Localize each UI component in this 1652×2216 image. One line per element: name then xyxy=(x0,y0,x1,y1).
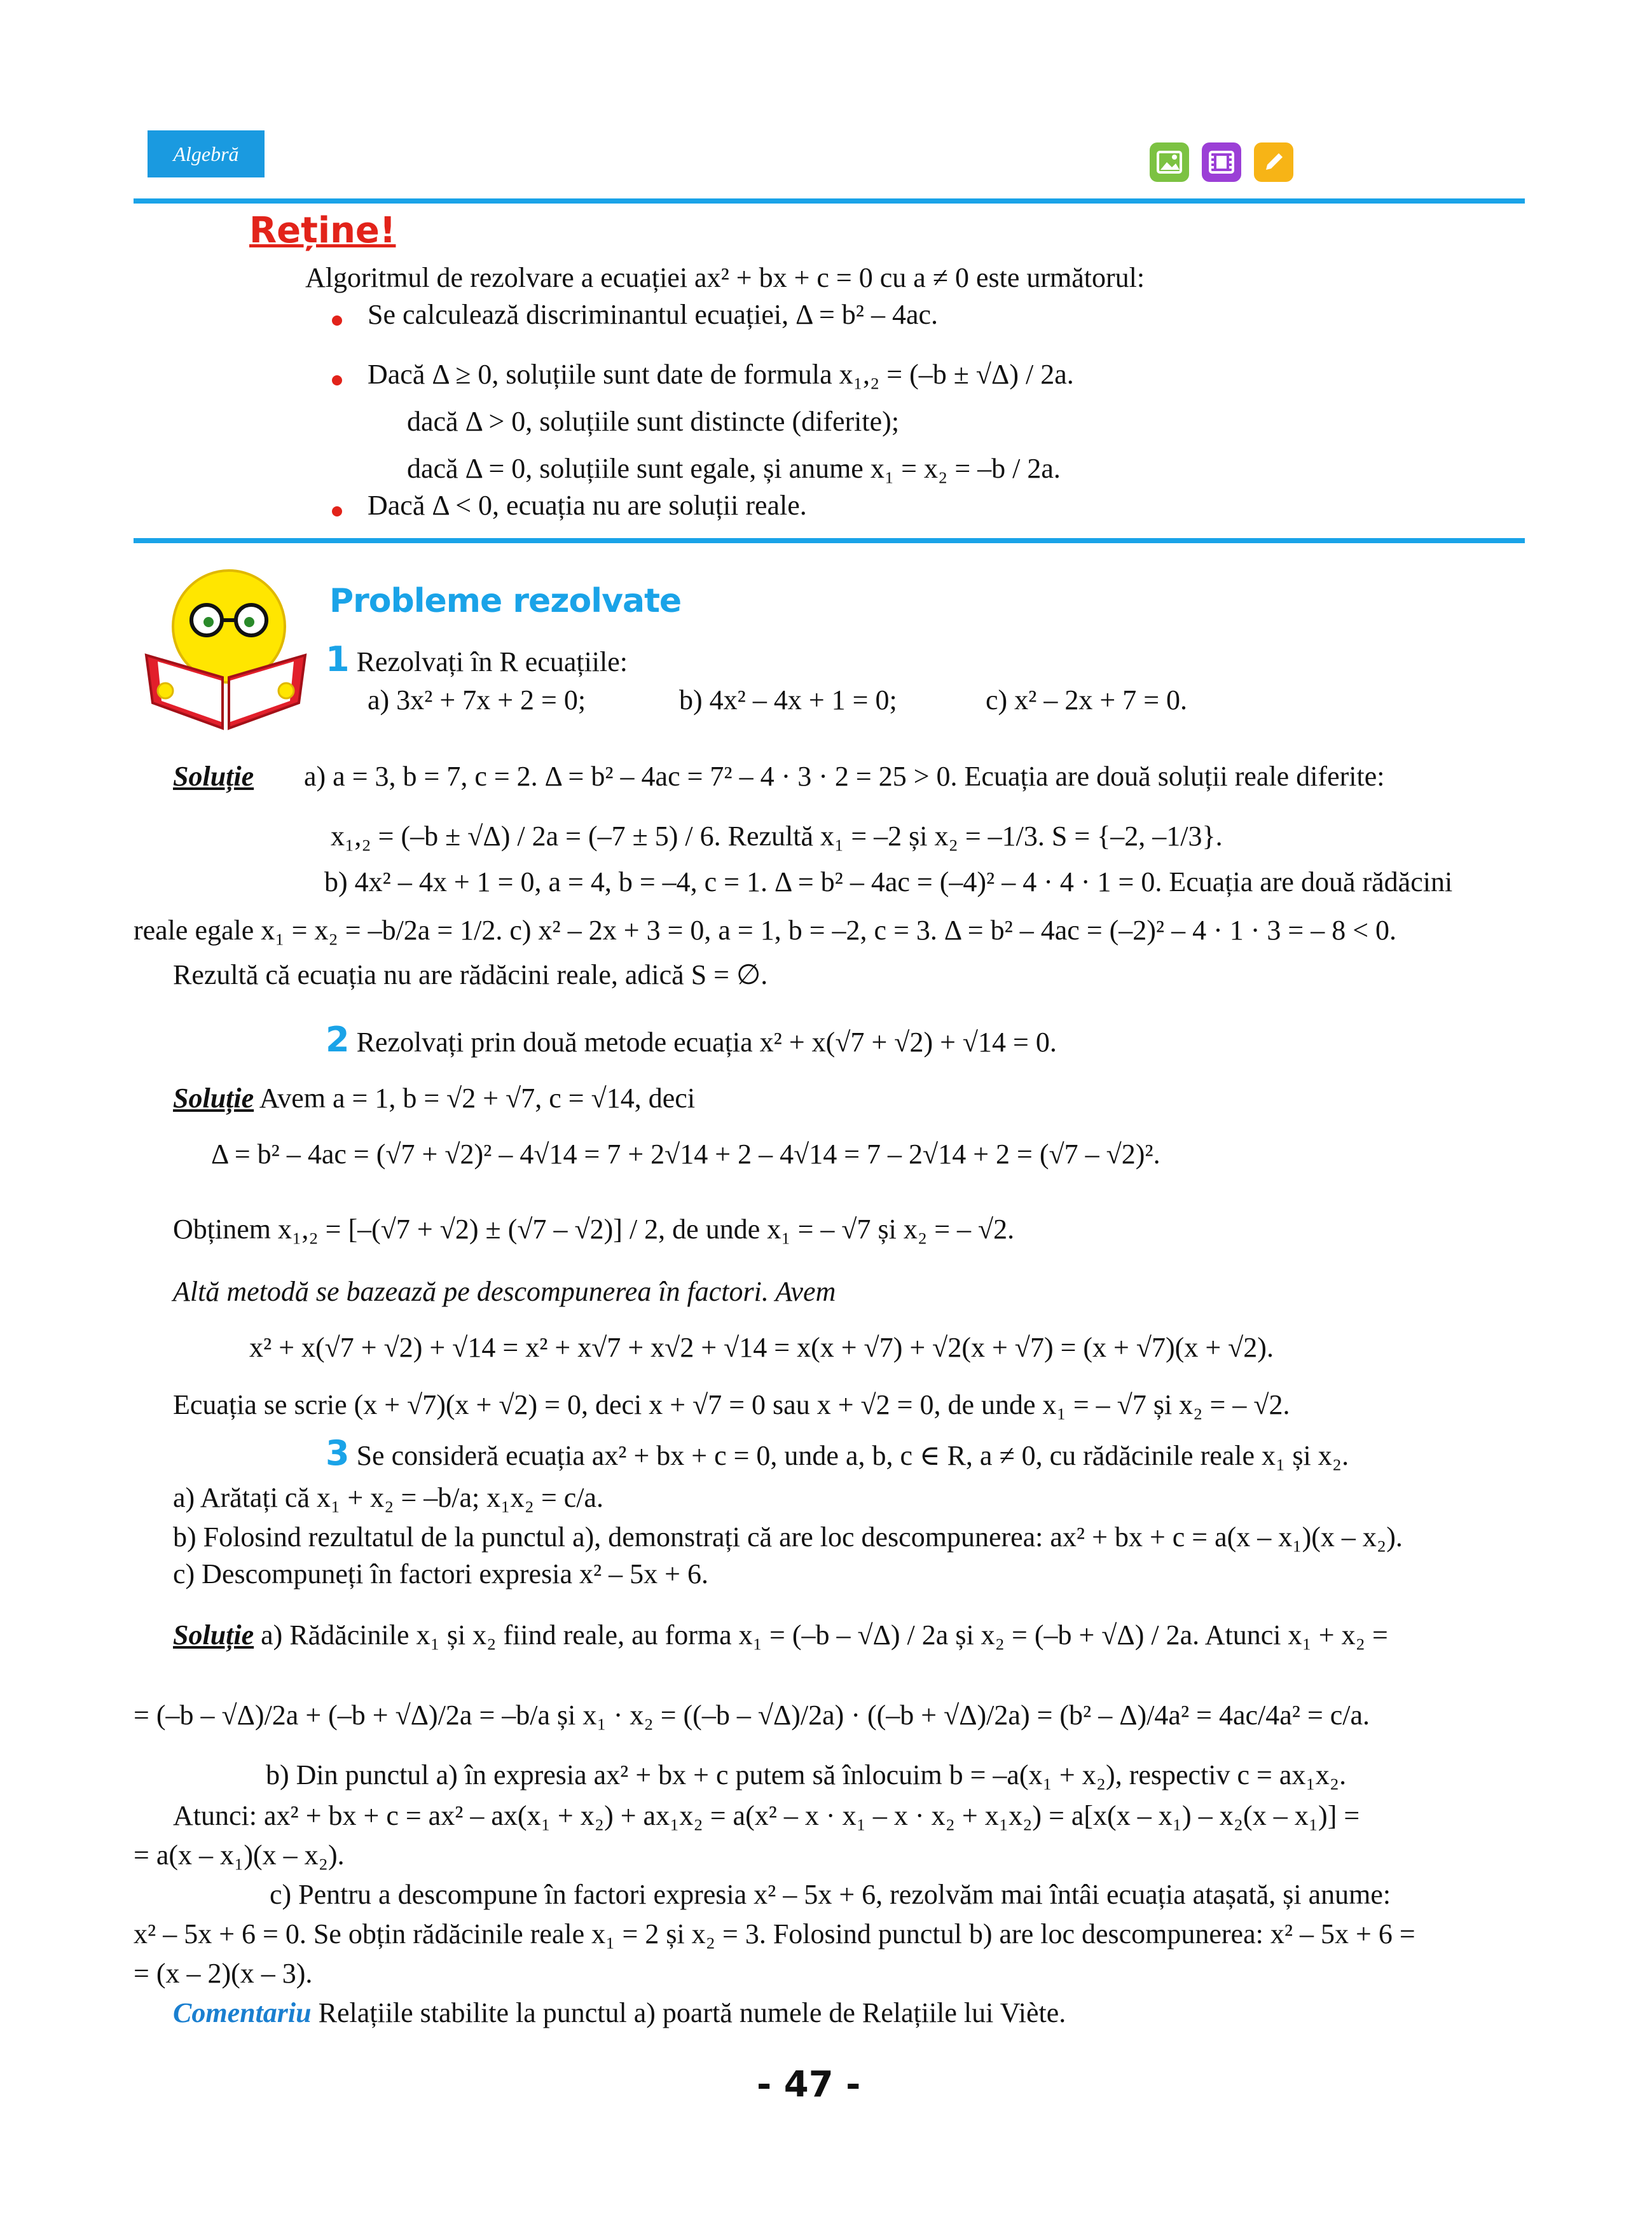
retine-title: Reține! xyxy=(249,210,396,251)
p3-item-c: c) Descompuneți în factori expresia x² – 5x + 6. xyxy=(173,1558,708,1589)
image-icon[interactable] xyxy=(1150,142,1189,182)
p3-sol-line: = a(x – x₁)(x – x₂). xyxy=(134,1839,345,1871)
film-icon[interactable] xyxy=(1202,142,1241,182)
p2-text: Rezolvați prin două metode ecuația x² + x(√7 + √2) + √14 = 0. xyxy=(356,1027,1057,1058)
p3-item-b: b) Folosind rezultatul de la punctul a), demonstrați că are loc descompunerea: ax² + bx + c = a(x – x₁)(x – x₂). xyxy=(173,1521,1403,1553)
pencil-icon[interactable] xyxy=(1254,142,1293,182)
p1-statement xyxy=(326,640,628,679)
p3-solution-label: Soluție xyxy=(173,1619,254,1651)
p3-sol-line: Atunci: ax² + bx + c = ax² – ax(x₁ + x₂) + ax₁x₂ = a(x² – x · x₁ – x · x₂ + x₁x₂) = a[x(x – x₁) – x₂(x – x₁)] = xyxy=(173,1800,1360,1831)
p3-sol-line: = (–b – √Δ)/2a + (–b + √Δ)/2a = –b/a și x₁ · x₂ = ((–b – √Δ)/2a) · ((–b + √Δ)/2a) = (b² – Δ)/4a² = 4ac/4a² = c/a. xyxy=(134,1700,1370,1731)
probleme-title: Probleme rezolvate xyxy=(329,582,682,620)
retine-step-3: Dacă Δ < 0, ecuația nu are soluții reale. xyxy=(368,490,807,521)
p1-sol-line: reale egale x₁ = x₂ = –b/2a = 1/2. c) x² – 2x + 3 = 0, a = 1, b = –2, c = 3. Δ = b² – 4ac = (–2)² – 4 · 1 · 3 = – 8 < 0. xyxy=(134,915,1397,946)
retine-step-2: Dacă Δ ≥ 0, soluțiile sunt date de formula x₁,₂ = (–b ± √Δ) / 2a. xyxy=(368,359,1074,390)
p2-sol-line xyxy=(173,1276,836,1308)
p1-sol-line: x₁,₂ = (–b ± √Δ) / 2a = (–7 ± 5) / 6. Rezultă x₁ = –2 și x₂ = –1/3. S = {–2, –1/3}. xyxy=(331,821,1223,852)
p3-number: 3 xyxy=(326,1433,350,1473)
p2-sol-line: Obținem x₁,₂ = [–(√7 + √2) ± (√7 – √2)] / 2, de unde x₁ = – √7 și x₂ = – √2. xyxy=(173,1214,1015,1245)
p3-sol-line: c) Pentru a descompune în factori expresia x² – 5x + 6, rezolvăm mai întâi ecuația atașată, și anume: xyxy=(270,1879,1391,1910)
p2-sol-line: Avem a = 1, b = √2 + √7, c = √14, deci xyxy=(259,1083,696,1114)
p2-sol-first xyxy=(173,1083,695,1115)
p2-sol-text: Altă metodă se bazează pe descompunerea în factori. Avem xyxy=(173,1276,836,1307)
comment-label: Comentariu xyxy=(173,1997,312,2028)
p1-sol-line: Rezultă că ecuația nu are rădăcini reale, adică S = ∅. xyxy=(173,959,768,990)
retine-case-equal: dacă Δ = 0, soluțiile sunt egale, și anume x₁ = x₂ = –b / 2a. xyxy=(407,453,1061,484)
p3-comment xyxy=(173,1997,1066,2030)
bullet xyxy=(332,506,342,516)
retine-step-1: Se calculează discriminantul ecuației, Δ = b² – 4ac. xyxy=(368,299,939,330)
p3-sol-line: = (x – 2)(x – 3). xyxy=(134,1958,313,1989)
p3-statement xyxy=(326,1434,1349,1473)
p1-item-b: b) 4x² – 4x + 1 = 0; xyxy=(679,684,897,716)
chapter-tag: Algebră xyxy=(148,130,265,177)
p2-sol-line: x² + x(√7 + √2) + √14 = x² + x√7 + x√2 + √14 = x(x + √7) + √2(x + √7) = (x + √7)(x + √2). xyxy=(249,1332,1274,1363)
top-rule xyxy=(134,198,1525,204)
p2-statement xyxy=(326,1020,1057,1060)
retine-case-distinct: dacă Δ > 0, soluțiile sunt distincte (diferite); xyxy=(407,406,900,437)
p3-item-a: a) Arătați că x₁ + x₂ = –b/a; x₁x₂ = c/a. xyxy=(173,1482,604,1513)
p1-number: 1 xyxy=(326,639,350,679)
reading-smiley-mascot xyxy=(140,566,312,731)
header-icons xyxy=(1150,142,1293,182)
p1-sol-line: b) 4x² – 4x + 1 = 0, a = 4, b = –4, c = 1. Δ = b² – 4ac = (–4)² – 4 · 4 · 1 = 0. Ecuația are două rădăcini xyxy=(324,866,1453,897)
p3-sol-line: x² – 5x + 6 = 0. Se obțin rădăcinile reale x₁ = 2 și x₂ = 3. Folosind punctul b) are loc descompunerea: x² – 5x + 6 = xyxy=(134,1918,1415,1949)
p1-sol-line: a) a = 3, b = 7, c = 2. Δ = b² – 4ac = 7² – 4 · 3 · 2 = 25 > 0. Ecuația are două soluții reale diferite: xyxy=(304,761,1385,792)
p2-sol-line: Δ = b² – 4ac = (√7 + √2)² – 4√14 = 7 + 2√14 + 2 – 4√14 = 7 – 2√14 + 2 = (√7 – √2)². xyxy=(211,1139,1160,1170)
bullet xyxy=(332,315,342,326)
p3-sol-line: b) Din punctul a) în expresia ax² + bx + c putem să înlocuim b = –a(x₁ + x₂), respectiv c = ax₁x₂. xyxy=(266,1759,1347,1790)
p3-sol-first xyxy=(173,1619,1388,1652)
p3-sol-line: a) Rădăcinile x₁ și x₂ fiind reale, au forma x₁ = (–b – √Δ) / 2a și x₂ = (–b + √Δ) / 2a. Atunci x₁ + x₂ = xyxy=(261,1619,1388,1651)
bullet xyxy=(332,375,342,385)
p2-sol-line: Ecuația se scrie (x + √7)(x + √2) = 0, deci x + √7 = 0 sau x + √2 = 0, de unde x₁ = – √7 și x₂ = – √2. xyxy=(173,1389,1290,1420)
p2-solution-label: Soluție xyxy=(173,1083,254,1114)
p1-item-c: c) x² – 2x + 7 = 0. xyxy=(986,684,1188,716)
p2-number: 2 xyxy=(326,1020,350,1060)
p1-solution-label: Soluție xyxy=(173,761,254,792)
comment-text: Relațiile stabilite la punctul a) poartă numele de Relațiile lui Viète. xyxy=(318,1997,1066,2028)
retine-intro: Algoritmul de rezolvare a ecuației ax² + bx + c = 0 cu a ≠ 0 este următorul: xyxy=(305,262,1145,293)
page-number: - 47 - xyxy=(757,2064,861,2105)
p1-text: Rezolvați în R ecuațiile: xyxy=(356,646,628,677)
p3-text: Se consideră ecuația ax² + bx + c = 0, unde a, b, c ∈ R, a ≠ 0, cu rădăcinile reale x₁ și x₂. xyxy=(356,1440,1349,1471)
p1-item-a: a) 3x² + 7x + 2 = 0; xyxy=(368,684,586,716)
retine-bottom-rule xyxy=(134,538,1525,543)
